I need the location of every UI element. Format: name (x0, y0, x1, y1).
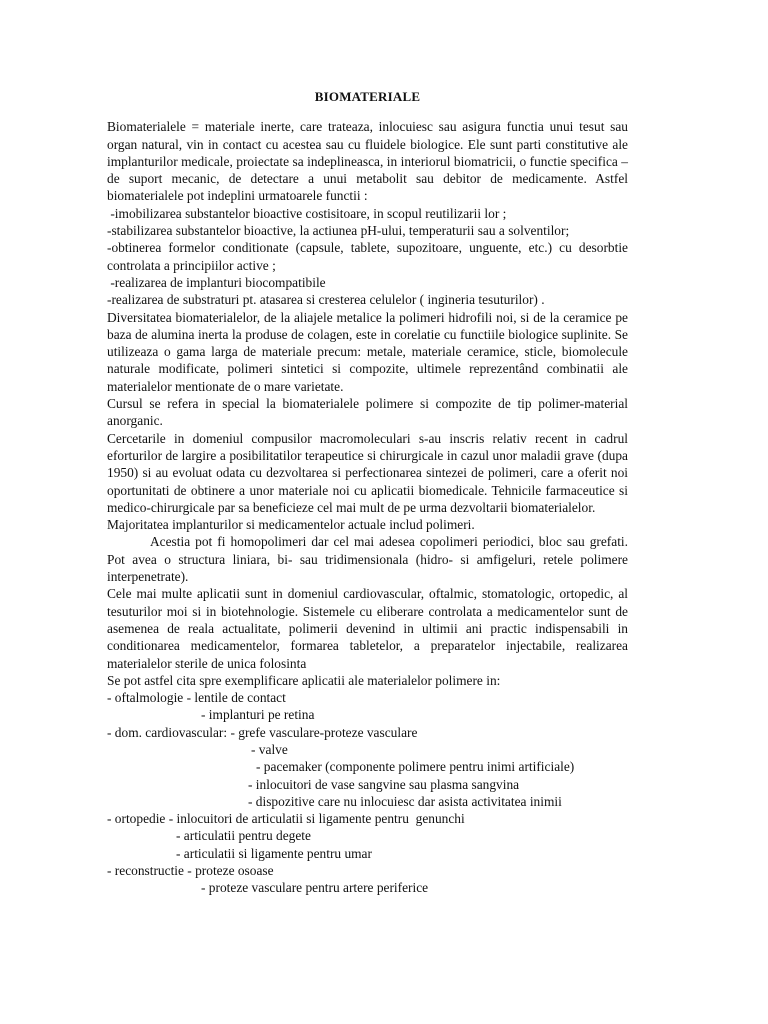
function-item: -imobilizarea substantelor bioactive costisitoare, in scopul reutilizarii lor ; (107, 205, 507, 221)
applications-paragraph: Cele mai multe aplicatii sunt in domeniul cardiovascular, oftalmic, stomatologic, ortopedic, al tesuturilor moi si in biotehnologie. Sistemele cu eliberare controlata a medicamentelor sunt de asemenea de reala actualitate, polimerii devenind in ultimii ani practic indispensabili in conditionarea medicamentelor, formarea tabletelor, a preparatelor injectabile, realizarea materialelor sterile de unica folosinta (107, 586, 628, 671)
majority-paragraph: Majoritatea implanturilor si medicamentelor actuale includ polimeri. (107, 517, 475, 533)
example-item: - pacemaker (componente polimere pentru inimi artificiale) (256, 759, 575, 775)
diversity-paragraph: Diversitatea biomaterialelor, de la aliajele metalice la polimeri hidrofili noi, si de la ceramice pe baza de alumina inerta la produse de colagen, este in corelatie cu functiile biologice suplinite. Se utilizeaza o gama larga de materiale precum: metale, materiale ceramice, sticle, biomolecule naturale modificate, polimeri sintetici si compozite, ultimele reprezentând combinatii ale materialelor mentionate de o mare varietate. (107, 309, 628, 394)
polymer-types-paragraph: Acestia pot fi homopolimeri dar cel mai adesea copolimeri periodici, bloc sau grefati. Pot avea o structura liniara, bi- sau tridimensionala (hidro- si amfigeluri, retele polimere interpenetrate). (107, 534, 628, 585)
example-item: - dom. cardiovascular: - grefe vasculare-proteze vasculare (107, 724, 418, 740)
example-item: - oftalmologie - lentile de contact (107, 690, 286, 706)
intro-paragraph: Biomaterialele = materiale inerte, care trateaza, inlocuiesc sau asigura functia unui tesut sau organ natural, vin in contact cu acestea sau cu fluidele biologice. Ele sunt parti constitutive ale implanturilor medicale, proiectate sa indeplineasca, in interiorul biomatricii, o functie specifica – de suport mecanic, de detectare a unui metabolit sau debitor de medicamente. Astfel biomaterialele pot indeplini urmatoarele functii : (107, 119, 628, 204)
document-title: BIOMATERIALE (314, 89, 421, 104)
example-item: - articulatii si ligamente pentru umar (176, 845, 372, 861)
examples-list (107, 689, 628, 897)
example-item: - reconstructie - proteze osoase (107, 863, 274, 879)
document-page (107, 88, 628, 897)
example-item: - dispozitive care nu inlocuiesc dar asista activitatea inimii (248, 793, 562, 809)
function-item: -realizarea de implanturi biocompatibile (107, 274, 326, 290)
course-paragraph: Cursul se refera in special la biomaterialele polimere si compozite de tip polimer-material anorganic. (107, 396, 628, 429)
example-item: - valve (251, 741, 288, 757)
example-item: - ortopedie - inlocuitori de articulatii si ligamente pentru genunchi (107, 811, 465, 827)
function-item: -realizarea de substraturi pt. atasarea si cresterea celulelor ( ingineria tesuturilor) . (107, 292, 545, 308)
function-item: -obtinerea formelor conditionate (capsule, tablete, supozitoare, unguente, etc.) cu desorbtie controlata a principiilor active ; (107, 240, 628, 273)
research-paragraph: Cercetarile in domeniul compusilor macromoleculari s-au inscris relativ recent in cadrul eforturilor de largire a posibilitatilor terapeutice si chirurgicale in cazul unor maladii grave (dupa 1950) si au evoluat odata cu dezvoltarea si perfectionarea sintezei de polimeri, care a oferit noi oportunitati de obtinere a unor materiale noi cu aplicatii biomedicale. Tehnicile farmaceutice si medico-chirurgicale par sa beneficieze cel mai mult de pe urma dezvoltarii biomaterialelor. (107, 430, 628, 515)
function-item: -stabilizarea substantelor bioactive, la actiunea pH-ului, temperaturii sau a solventilor; (107, 223, 570, 239)
example-item: - implanturi pe retina (201, 707, 315, 723)
example-item: - inlocuitori de vase sangvine sau plasma sangvina (248, 776, 520, 792)
functions-list (107, 205, 628, 309)
example-item: - articulatii pentru degete (176, 828, 311, 844)
example-item: - proteze vasculare pentru artere periferice (201, 880, 429, 896)
examples-intro: Se pot astfel cita spre exemplificare aplicatii ale materialelor polimere in: (107, 672, 501, 688)
